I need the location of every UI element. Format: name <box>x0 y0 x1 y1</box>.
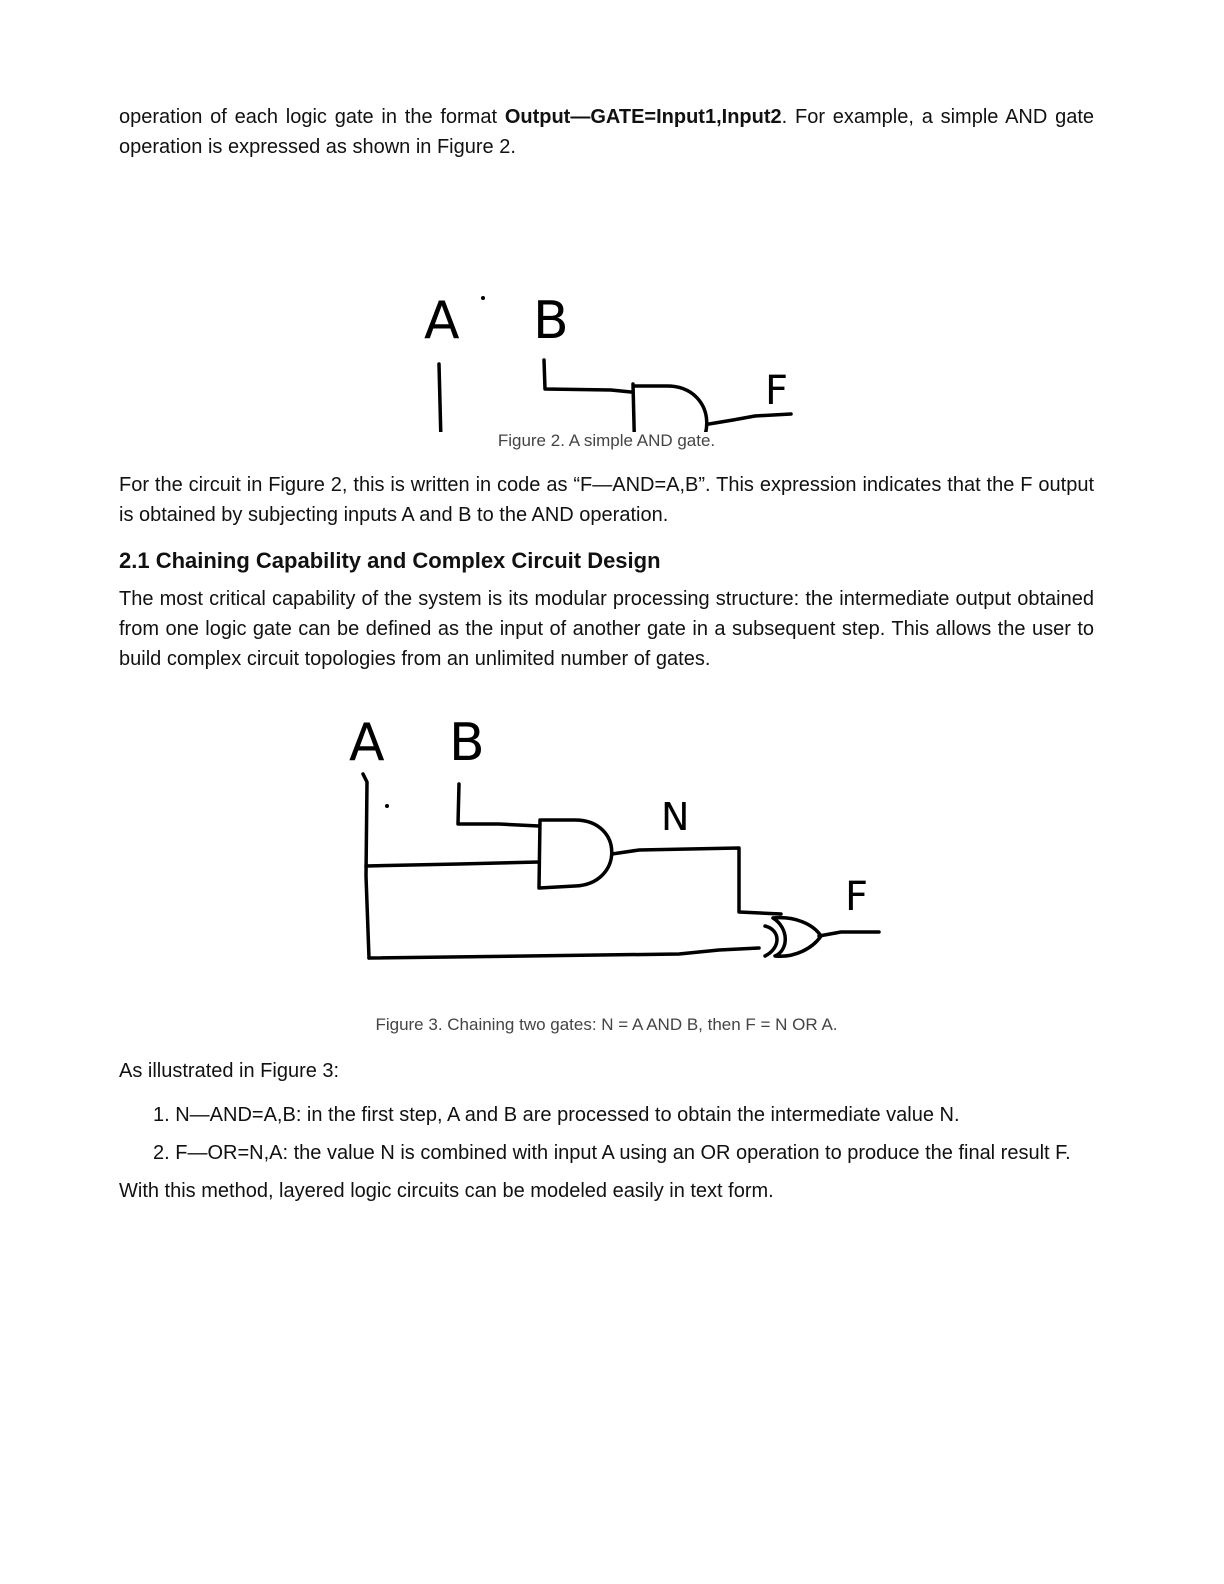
para-2: For the circuit in Figure 2, this is written in code as “F—AND=A,B”. This expression indicates that the F output is obtained by subjecting inputs A and B to the AND operation. <box>119 474 1094 526</box>
format-bold: Output—GATE=Input1,Input2 <box>504 106 782 128</box>
and-gate-diagram <box>119 174 1094 432</box>
list-item: 1. N—AND=A,B: in the first step, A and B are processed to obtain the intermediate value N. <box>153 1104 960 1126</box>
label-f: F <box>765 368 789 414</box>
figure-3-caption: Figure 3. Chaining two gates: N = A AND B, then F = N OR A. <box>375 1015 838 1034</box>
intro-text-before: operation of each logic gate in the format <box>119 106 505 128</box>
and-gate-shape <box>633 384 707 432</box>
label-a: A <box>349 713 385 773</box>
section-heading: 2.1 Chaining Capability and Complex Circuit Design <box>119 548 661 573</box>
illustrated-text: As illustrated in Figure 3: <box>119 1060 340 1082</box>
wire-b <box>544 360 631 392</box>
wire-b <box>458 784 539 826</box>
stray-dot <box>385 804 389 808</box>
document-page <box>119 102 1094 1206</box>
label-b: B <box>533 291 569 351</box>
label-f: F <box>845 874 869 920</box>
intro-text-after: . For example, a simple AND gate operation is expressed as shown in Figure 2. <box>119 106 1095 158</box>
figure-3 <box>119 696 1094 1016</box>
section-body: The most critical capability of the system is its modular processing structure: the intermediate output obtained from one logic gate can be defined as the input of another gate in a subsequent step. This allows the user to build complex circuit topologies from an unlimited number of gates. <box>119 588 1094 670</box>
label-a: A <box>424 291 460 351</box>
stray-dot <box>481 296 485 300</box>
wire-a-to-and <box>366 862 539 866</box>
wire-a-to-or <box>369 948 759 958</box>
wire-f <box>819 932 879 936</box>
steps-list <box>119 1100 1094 1168</box>
intro-paragraph <box>119 102 1094 162</box>
figure-2-caption: Figure 2. A simple AND gate. <box>497 431 716 450</box>
figure-2 <box>119 174 1094 432</box>
wire-n <box>612 848 781 914</box>
list-item: 2. F—OR=N,A: the value N is combined with input A using an OR operation to produce the final result F. <box>153 1142 1071 1164</box>
label-n: N <box>661 795 690 839</box>
label-b: B <box>449 713 485 773</box>
or-gate-back <box>765 926 777 956</box>
wire-f <box>709 414 791 424</box>
or-gate-shape <box>773 918 821 957</box>
wire-a <box>439 364 631 432</box>
closing-paragraph: With this method, layered logic circuits can be modeled easily in text form. <box>119 1180 774 1202</box>
and-gate-shape <box>539 820 612 888</box>
chained-gates-diagram <box>119 696 1094 1016</box>
